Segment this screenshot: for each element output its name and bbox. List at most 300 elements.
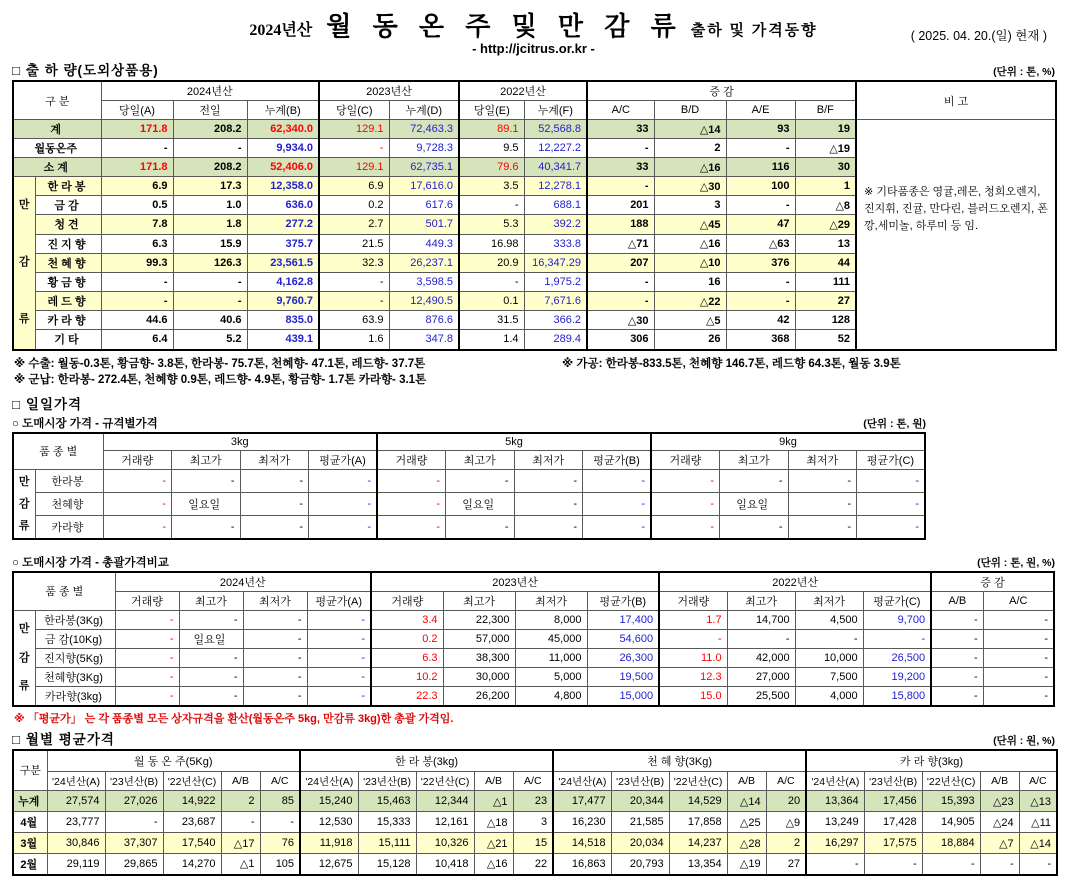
- column-header: 거래량: [371, 591, 443, 610]
- row-label: 3월: [13, 833, 47, 854]
- table-row: [13, 493, 925, 516]
- column-header: A/B: [474, 772, 513, 791]
- column-header: 누계(F): [524, 101, 587, 120]
- table-row: [13, 610, 1054, 629]
- title-main: 월 동 온 주 및 만 감 류: [326, 11, 683, 41]
- row-label: 한 라 봉: [35, 177, 101, 196]
- cell: 2: [654, 139, 726, 158]
- cell: 72,463.3: [389, 120, 459, 139]
- cell: 333.8: [524, 234, 587, 253]
- cell: 171.8: [101, 158, 173, 177]
- cell: 6.3: [101, 234, 173, 253]
- column-header: 품 종 별: [13, 572, 115, 611]
- cell: -: [726, 139, 795, 158]
- column-header: 거래량: [377, 451, 446, 470]
- cell: 일요일: [179, 629, 243, 648]
- column-header: '23년산(B): [611, 772, 669, 791]
- shipment-table: [12, 80, 1057, 351]
- cell: -: [115, 648, 179, 667]
- cell: 25,500: [727, 686, 795, 706]
- cell: 207: [587, 253, 654, 272]
- row-label: 금 감(10Kg): [35, 629, 115, 648]
- cell: -: [795, 629, 863, 648]
- cell: -: [307, 686, 371, 706]
- cell: 688.1: [524, 196, 587, 215]
- cell: -: [179, 648, 243, 667]
- column-header: 누계(D): [389, 101, 459, 120]
- column-header: '23년산(B): [358, 772, 416, 791]
- cell: 0.1: [459, 292, 524, 311]
- cell: -: [788, 516, 857, 539]
- footnote-processing: ※ 가공: 한라봉-833.5톤, 천혜향 146.7톤, 레드향 64.3톤, 월동 3.9톤: [562, 357, 901, 370]
- cell: 366.2: [524, 311, 587, 330]
- cell: -: [983, 610, 1054, 629]
- cell: 76: [260, 833, 300, 854]
- cell: 100: [726, 177, 795, 196]
- cell: 17,477: [553, 791, 611, 812]
- column-header: 2022년산: [659, 572, 931, 592]
- cell: 62,735.1: [389, 158, 459, 177]
- cell: 44.6: [101, 311, 173, 330]
- title-year: 2024년산: [249, 22, 313, 39]
- cell: 12,358.0: [247, 177, 319, 196]
- cell: 13,364: [806, 791, 864, 812]
- cell: 6.9: [101, 177, 173, 196]
- cell: -: [857, 493, 926, 516]
- cell: 33: [587, 158, 654, 177]
- row-label: 소 계: [13, 158, 101, 177]
- cell: △5: [654, 311, 726, 330]
- column-header: A/B: [727, 772, 766, 791]
- row-label: 황 금 향: [35, 272, 101, 291]
- overall-price-title: ○ 도매시장 가격 - 총괄가격비교: [12, 556, 169, 569]
- cell: 15,333: [358, 812, 416, 833]
- cell: 439.1: [247, 330, 319, 350]
- cell: -: [179, 686, 243, 706]
- cell: 501.7: [389, 215, 459, 234]
- monthly-average-table: [12, 749, 1058, 876]
- cell: 9,700: [863, 610, 931, 629]
- cell: 0.5: [101, 196, 173, 215]
- cell: 15: [513, 833, 553, 854]
- cell: -: [863, 629, 931, 648]
- cell: 14,529: [669, 791, 727, 812]
- column-header: 당일(C): [319, 101, 389, 120]
- cell: -: [659, 629, 727, 648]
- cell: 17,540: [163, 833, 221, 854]
- average-price-note: ※ 「평균가」 는 각 품종별 모든 상자규격을 환산(월동온주 5kg, 만감류 3kg)한 총괄 가격임.: [14, 712, 454, 725]
- cell: -: [103, 493, 172, 516]
- cell: 128: [795, 311, 856, 330]
- cell: 13,354: [669, 854, 727, 875]
- cell: 20: [766, 791, 806, 812]
- cell: -: [727, 629, 795, 648]
- cell: 171.8: [101, 120, 173, 139]
- cell: 15.9: [173, 234, 247, 253]
- site-url-link[interactable]: - http://jcitrus.or.kr -: [472, 41, 595, 56]
- cell: -: [309, 493, 378, 516]
- cell: -: [459, 196, 524, 215]
- column-header: 천 혜 향(3Kg): [553, 750, 806, 772]
- column-header: 평균가(A): [309, 451, 378, 470]
- page-title: [12, 2, 1055, 43]
- cell: 2: [766, 833, 806, 854]
- cell: -: [260, 812, 300, 833]
- cell: 306: [587, 330, 654, 350]
- cell: △29: [795, 215, 856, 234]
- cell: -: [1019, 854, 1057, 875]
- cell: 129.1: [319, 158, 389, 177]
- column-header: 최고가: [179, 591, 243, 610]
- cell: 277.2: [247, 215, 319, 234]
- cell: 4,500: [795, 610, 863, 629]
- cell: 15,800: [863, 686, 931, 706]
- cell: 16,297: [806, 833, 864, 854]
- row-label: 금 감: [35, 196, 101, 215]
- cell: -: [173, 272, 247, 291]
- shipment-section-title: □ 출 하 량(도외상품용): [12, 63, 159, 78]
- cell: 42,000: [727, 648, 795, 667]
- cell: △17: [221, 833, 260, 854]
- cell: 20,034: [611, 833, 669, 854]
- cell: 12,344: [416, 791, 474, 812]
- cell: -: [446, 470, 515, 493]
- cell: -: [309, 470, 378, 493]
- cell: 876.6: [389, 311, 459, 330]
- cell: 12,530: [300, 812, 358, 833]
- cell: 10,000: [795, 648, 863, 667]
- cell: 12.3: [659, 667, 727, 686]
- cell: 30,000: [443, 667, 515, 686]
- cell: -: [103, 516, 172, 539]
- column-header: 최저가: [515, 591, 587, 610]
- cell: -: [243, 648, 307, 667]
- cell: 93: [726, 120, 795, 139]
- column-header: 당일(A): [101, 101, 173, 120]
- column-header: '22년산(C): [922, 772, 980, 791]
- cell: △30: [654, 177, 726, 196]
- cell: 16,347.29: [524, 253, 587, 272]
- cell: 32.3: [319, 253, 389, 272]
- cell: -: [319, 292, 389, 311]
- cell: △23: [980, 791, 1019, 812]
- cell: 0.2: [319, 196, 389, 215]
- cell: 85: [260, 791, 300, 812]
- cell: 33: [587, 120, 654, 139]
- table-header-row: [13, 750, 1057, 772]
- cell: △1: [221, 854, 260, 875]
- cell: -: [307, 610, 371, 629]
- cell: 289.4: [524, 330, 587, 350]
- row-group-label: 만 감 류: [13, 470, 35, 539]
- cell: 10,326: [416, 833, 474, 854]
- column-header: A/B: [931, 591, 983, 610]
- cell: △8: [795, 196, 856, 215]
- cell: 일요일: [720, 493, 789, 516]
- cell: -: [101, 139, 173, 158]
- column-header: 2024년산: [115, 572, 371, 592]
- column-header: 거래량: [651, 451, 720, 470]
- column-header: 구 분: [13, 81, 101, 120]
- cell: 1.6: [319, 330, 389, 350]
- cell: -: [983, 629, 1054, 648]
- monthly-unit-label: (단위 : 원, %): [993, 734, 1055, 747]
- column-header: 평균가(C): [857, 451, 926, 470]
- cell: 12,161: [416, 812, 474, 833]
- cell: -: [931, 667, 983, 686]
- shipment-footnotes: [14, 355, 1055, 387]
- cell: 17,456: [864, 791, 922, 812]
- cell: 42: [726, 311, 795, 330]
- cell: △22: [654, 292, 726, 311]
- cell: 16,230: [553, 812, 611, 833]
- table-row: [13, 120, 1056, 139]
- column-header: 최저가: [788, 451, 857, 470]
- cell: -: [173, 139, 247, 158]
- cell: 27,574: [47, 791, 105, 812]
- cell: -: [583, 470, 652, 493]
- cell: 116: [726, 158, 795, 177]
- cell: -: [931, 610, 983, 629]
- cell: △7: [980, 833, 1019, 854]
- cell: 7,500: [795, 667, 863, 686]
- column-header: '24년산(A): [553, 772, 611, 791]
- cell: -: [101, 292, 173, 311]
- cell: 40.6: [173, 311, 247, 330]
- cell: -: [115, 629, 179, 648]
- cell: △25: [727, 812, 766, 833]
- cell: 16: [654, 272, 726, 291]
- title-subtitle: 출하 및 가격동향: [690, 23, 818, 39]
- cell: -: [243, 686, 307, 706]
- row-label: 청 견: [35, 215, 101, 234]
- cell: 52,406.0: [247, 158, 319, 177]
- cell: -: [726, 272, 795, 291]
- cell: 45,000: [515, 629, 587, 648]
- cell: 17,400: [587, 610, 659, 629]
- cell: 14,922: [163, 791, 221, 812]
- column-header: 최저가: [795, 591, 863, 610]
- cell: -: [179, 610, 243, 629]
- column-header: 2024년산: [101, 81, 319, 101]
- column-header: B/D: [654, 101, 726, 120]
- cell: △1: [474, 791, 513, 812]
- column-header: 최고가: [172, 451, 241, 470]
- cell: △14: [727, 791, 766, 812]
- cell: 105: [260, 854, 300, 875]
- column-header: '24년산(A): [300, 772, 358, 791]
- column-header: A/E: [726, 101, 795, 120]
- cell: 3: [654, 196, 726, 215]
- cell: -: [173, 292, 247, 311]
- cell: -: [983, 667, 1054, 686]
- cell: 4,800: [515, 686, 587, 706]
- cell: 20,793: [611, 854, 669, 875]
- column-header: A/C: [513, 772, 553, 791]
- cell: -: [105, 812, 163, 833]
- cell: 21,585: [611, 812, 669, 833]
- column-header: A/B: [221, 772, 260, 791]
- cell: -: [309, 516, 378, 539]
- column-header: '23년산(B): [105, 772, 163, 791]
- cell: 30: [795, 158, 856, 177]
- cell: -: [720, 470, 789, 493]
- cell: -: [857, 516, 926, 539]
- cell: 22,300: [443, 610, 515, 629]
- cell: 18,884: [922, 833, 980, 854]
- row-label: 2월: [13, 854, 47, 875]
- cell: 376: [726, 253, 795, 272]
- cell: -: [864, 854, 922, 875]
- cell: 1,975.2: [524, 272, 587, 291]
- monthly-section-title: □ 월별 평균가격: [12, 731, 115, 747]
- cell: -: [587, 272, 654, 291]
- column-header: 최고가: [446, 451, 515, 470]
- column-header: '23년산(B): [864, 772, 922, 791]
- cell: 6.3: [371, 648, 443, 667]
- cell: 17,616.0: [389, 177, 459, 196]
- cell: 63.9: [319, 311, 389, 330]
- cell: 13,249: [806, 812, 864, 833]
- cell: -: [514, 493, 583, 516]
- cell: 3,598.5: [389, 272, 459, 291]
- cell: 3.4: [371, 610, 443, 629]
- cell: △71: [587, 234, 654, 253]
- cell: -: [115, 610, 179, 629]
- footnote-military: ※ 군납: 한라봉- 272.4톤, 천혜향 0.9톤, 레드향- 4.9톤, 황금향- 1.7톤 카라향- 3.1톤: [14, 373, 427, 386]
- cell: 6.9: [319, 177, 389, 196]
- cell: -: [307, 667, 371, 686]
- cell: 17,575: [864, 833, 922, 854]
- cell: 9,728.3: [389, 139, 459, 158]
- cell: -: [514, 516, 583, 539]
- column-header: 당일(E): [459, 101, 524, 120]
- cell: -: [587, 292, 654, 311]
- column-header: 한 라 봉(3kg): [300, 750, 553, 772]
- cell: 23,777: [47, 812, 105, 833]
- cell: 31.5: [459, 311, 524, 330]
- column-header: 평균가(B): [583, 451, 652, 470]
- cell: -: [377, 493, 446, 516]
- cell: △30: [587, 311, 654, 330]
- table-row: [13, 686, 1054, 706]
- daily-price-section-title: □ 일일가격: [12, 396, 83, 412]
- cell: 44: [795, 253, 856, 272]
- row-label: 진 지 향: [35, 234, 101, 253]
- footnote-export: ※ 수출: 월동-0.3톤, 황금향- 3.8톤, 한라봉- 75.7톤, 천혜향- 47.1톤, 레드향- 37.7톤: [14, 357, 426, 370]
- column-header: '24년산(A): [47, 772, 105, 791]
- shipment-unit-label: (단위 : 톤, %): [993, 66, 1055, 78]
- cell: 29,865: [105, 854, 163, 875]
- cell: 11.0: [659, 648, 727, 667]
- cell: -: [651, 516, 720, 539]
- cell: -: [857, 470, 926, 493]
- table-subheader-row: [13, 591, 1054, 610]
- column-header: A/C: [260, 772, 300, 791]
- cell: 15,463: [358, 791, 416, 812]
- cell: 5.2: [173, 330, 247, 350]
- cell: 835.0: [247, 311, 319, 330]
- cell: 52: [795, 330, 856, 350]
- cell: 26,237.1: [389, 253, 459, 272]
- cell: 126.3: [173, 253, 247, 272]
- cell: -: [243, 667, 307, 686]
- table-row: [13, 470, 925, 493]
- column-header: A/C: [1019, 772, 1057, 791]
- cell: -: [726, 292, 795, 311]
- cell: 57,000: [443, 629, 515, 648]
- cell: 21.5: [319, 234, 389, 253]
- cell: -: [221, 812, 260, 833]
- cell: -: [240, 516, 309, 539]
- cell: 0.2: [371, 629, 443, 648]
- cell: 2.7: [319, 215, 389, 234]
- cell: 20.9: [459, 253, 524, 272]
- report-date: ( 2025. 04. 20.(일) 현재 ): [910, 29, 1047, 43]
- column-header: 누계(B): [247, 101, 319, 120]
- cell: 5,000: [515, 667, 587, 686]
- column-header: 증 감: [587, 81, 856, 101]
- cell: △10: [654, 253, 726, 272]
- cell: -: [720, 516, 789, 539]
- cell: -: [583, 516, 652, 539]
- cell: -: [587, 177, 654, 196]
- table-row: [13, 854, 1057, 875]
- cell: △13: [1019, 791, 1057, 812]
- cell: -: [788, 470, 857, 493]
- cell: -: [377, 470, 446, 493]
- cell: 27,000: [727, 667, 795, 686]
- spec-price-table: [12, 432, 926, 540]
- cell: △14: [1019, 833, 1057, 854]
- cell: -: [240, 470, 309, 493]
- cell: 6.4: [101, 330, 173, 350]
- cell: 1.7: [659, 610, 727, 629]
- cell: -: [307, 648, 371, 667]
- cell: -: [101, 272, 173, 291]
- cell: △63: [726, 234, 795, 253]
- column-header: '22년산(C): [163, 772, 221, 791]
- cell: △14: [654, 120, 726, 139]
- cell: 2: [221, 791, 260, 812]
- column-header: '24년산(A): [806, 772, 864, 791]
- cell: 22: [513, 854, 553, 875]
- cell: 26,500: [863, 648, 931, 667]
- column-header: A/C: [766, 772, 806, 791]
- row-label: 진지향(5Kg): [35, 648, 115, 667]
- cell: △21: [474, 833, 513, 854]
- cell: -: [980, 854, 1019, 875]
- cell: -: [931, 629, 983, 648]
- cell: 38,300: [443, 648, 515, 667]
- cell: 54,600: [587, 629, 659, 648]
- cell: 4,162.8: [247, 272, 319, 291]
- cell: 19: [795, 120, 856, 139]
- column-header: 전일: [173, 101, 247, 120]
- cell: 27: [766, 854, 806, 875]
- cell: 10.2: [371, 667, 443, 686]
- row-label: 천혜향: [35, 493, 103, 516]
- row-label: 천 혜 향: [35, 253, 101, 272]
- cell: 375.7: [247, 234, 319, 253]
- cell: -: [922, 854, 980, 875]
- spec-price-title: ○ 도매시장 가격 - 규격별가격: [12, 417, 158, 430]
- table-header-row: [13, 81, 1056, 101]
- table-row: [13, 833, 1057, 854]
- column-header: 5kg: [377, 433, 651, 451]
- cell: 47: [726, 215, 795, 234]
- table-header-row: [13, 433, 925, 451]
